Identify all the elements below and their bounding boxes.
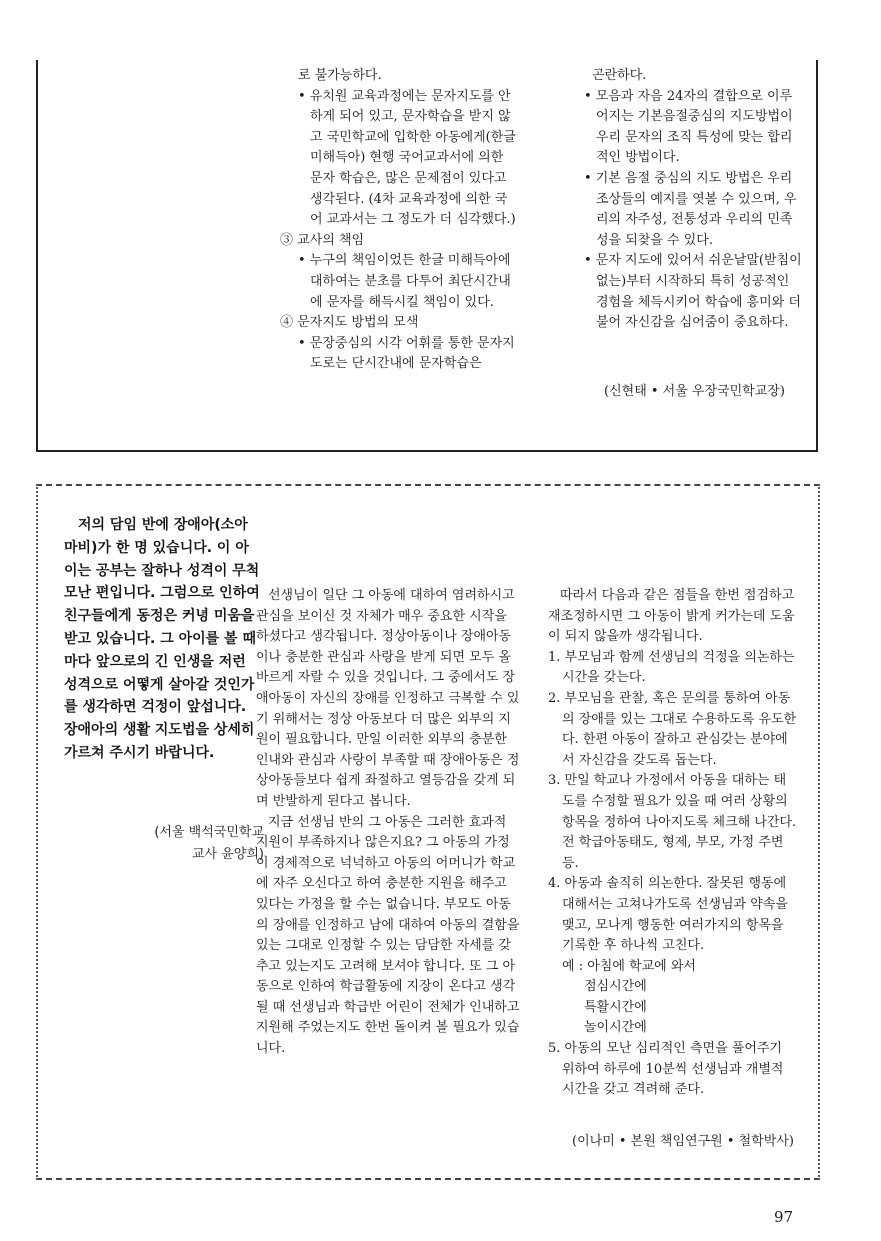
question-signature — [94, 822, 264, 866]
top-right-p1: • 모음과 자음 24자의 결합으로 이루어지는 기본음절중심의 지도방법이 우리 문자의 조직 특성에 맞는 합리적인 방법이다. — [584, 88, 793, 166]
top-left-p0: 로 불가능하다. — [298, 68, 382, 83]
top-left-p5: • 문장중심의 시각 어휘를 통한 문자지도로는 단시간내에 문자학습은 — [298, 335, 515, 372]
top-left-p4: ④ 문자지도 방법의 모색 — [280, 315, 419, 331]
answer-item-3: 3. 만일 학교나 가정에서 아동을 대하는 태도를 수정할 필요가 있을 때 여러 상황의 항목을 정하여 나아지도록 체크해 나간다. 전 학급아동태도, 형제, 부모, 가정 주변 등. — [548, 773, 797, 871]
question-signature-line2: 교사 윤양희) — [192, 847, 264, 862]
example-sub-3: 놀이시간에 — [584, 1020, 647, 1036]
answer-item-2: 2. 부모님을 관찰, 혹은 문의를 통하여 아동의 장애를 있는 그대로 수용하도록 유도한다. 한편 아동이 잘하고 관심갖는 분야에서 자신감을 갖도록 돕는다. — [548, 690, 797, 768]
answer-left-column — [256, 586, 522, 1060]
top-left-p2: ③ 교사의 책임 — [280, 232, 365, 248]
answer-signature: (이나미 • 본원 책임연구원 • 철학박사) — [572, 1134, 794, 1149]
top-right-p3: • 문자 지도에 있어서 쉬운낱말(받침이 없는)부터 시작하되 특히 성공적인 경험을 체득시키어 학습에 흥미와 더불어 자신감을 심어줌이 중요하다. — [584, 253, 802, 331]
example-sub-1: 점심시간에 — [584, 979, 647, 995]
answer-left-p1: 지금 선생님 반의 그 아동은 그러한 효과적 지원이 부족하지나 않은지요? 그 아동의 가정이 경제적으로 넉넉하고 아동의 어머니가 학교에 자주 오신다고 하여 충분한 지원을 해주고 있다는 가정을 할 수는 없습니다. 부모도 아동의 장애를 인정하고 남에 대하여 아동의 결함을 있는 그대로 인정할 수 있는 담담한 자세를 갖추고 있는지도 고려해 보셔야 합니다. 또 그 아동으로 인하여 학급활동에 지장이 온다고 생각될 때 선생님과 학급반 어린이 전체가 인내하고 지원해 주었는지도 한번 돌이켜 볼 필요가 있습니다. — [256, 814, 520, 1057]
page-number: 97 — [774, 1208, 794, 1226]
answer-left-p0: 선생님이 일단 그 아동에 대하여 염려하시고 관심을 보이신 것 자체가 매우 중요한 시작을 하셨다고 생각됩니다. 정상아동이나 장애아동이나 충분한 관심과 사랑을 받게 되면 모두 올바르게 자랄 수 있을 것입니다. 그 중에서도 장애아동이 자신의 장애를 인정하고 극복할 수 있기 위해서는 정상 아동보다 더 많은 외부의 지원이 필요합니다. 만일 이러한 외부의 충분한 인내와 관심과 사랑이 부족할 때 장애아동은 정상아동들보다 쉽게 좌절하고 열등감을 갖게 되며 반발하게 된다고 봅니다. — [256, 588, 520, 809]
top-signature: (신현태 • 서울 우장국민학교장) — [604, 384, 785, 399]
top-right-p0: 곤란하다. — [592, 68, 647, 83]
question-text: 저의 담임 반에 장애아(소아마비)가 한 명 있습니다. 이 아이는 공부는 잘하나 성격이 무척 모난 편입니다. 그럼으로 인하여 친구들에게 동정은 커녕 미움을 받고 있습니다. 그 아이를 볼 때마다 앞으로의 긴 인생을 저런 성격으로 어떻게 살아갈 것인가를 생각하면 걱정이 앞섭니다. 장애아의 생활 지도법을 상세히 가르쳐 주시기 바랍니다. — [64, 517, 260, 761]
top-left-column — [280, 66, 518, 375]
answer-item-5: 5. 아동의 모난 심리적인 측면을 풀어주기 위하여 하루에 10분씩 선생님과 개별적 시간을 갖고 격려해 준다. — [548, 1041, 784, 1098]
example-sub-2: 특활시간에 — [584, 999, 647, 1015]
answer-item-1: 1. 부모님과 함께 선생님의 걱정을 의논하는 시간을 갖는다. — [548, 649, 795, 686]
top-left-p1: • 유치원 교육과정에는 문자지도를 안 하게 되어 있고, 문자학습을 받지 않고 국민학교에 입학한 아동에게(한글 미해득아) 현행 국어교과서에 의한 문자 학습은, 많은 문제점이 있다고 생각된다. (4차 교육과정에 의한 국어 교과서는 그 정도가 더 심각했다.) — [298, 88, 516, 228]
answer-right-intro: 따라서 다음과 같은 점들을 한번 점검하고 재조정하시면 그 아동이 밝게 커가는데 도움이 되지 않을까 생각됩니다. — [548, 588, 795, 645]
top-right-column — [566, 66, 802, 334]
answer-right-column — [548, 586, 798, 1101]
example-label: 예 : 아침에 학교에 와서 — [562, 958, 696, 974]
top-right-p2: • 기본 음절 중심의 지도 방법은 우리 조상들의 예지를 엿볼 수 있으며, 우리의 자주성, 전통성과 우리의 민족성을 되찾을 수 있다. — [584, 170, 797, 248]
question-signature-line1: (서울 백석국민학교 — [154, 825, 264, 840]
question-block — [64, 514, 260, 765]
top-left-p3: • 누구의 책임이었든 한글 미해득아에 대하여는 분초를 다투어 최단시간내에 문자를 해득시킬 책임이 있다. — [298, 253, 511, 310]
answer-item-4: 4. 아동과 솔직히 의논한다. 잘못된 행동에 대해서는 고쳐나가도록 선생님과 약속을 맺고, 모나게 행동한 여러가지의 항목을 기록한 후 하나씩 고친다. — [548, 876, 788, 954]
